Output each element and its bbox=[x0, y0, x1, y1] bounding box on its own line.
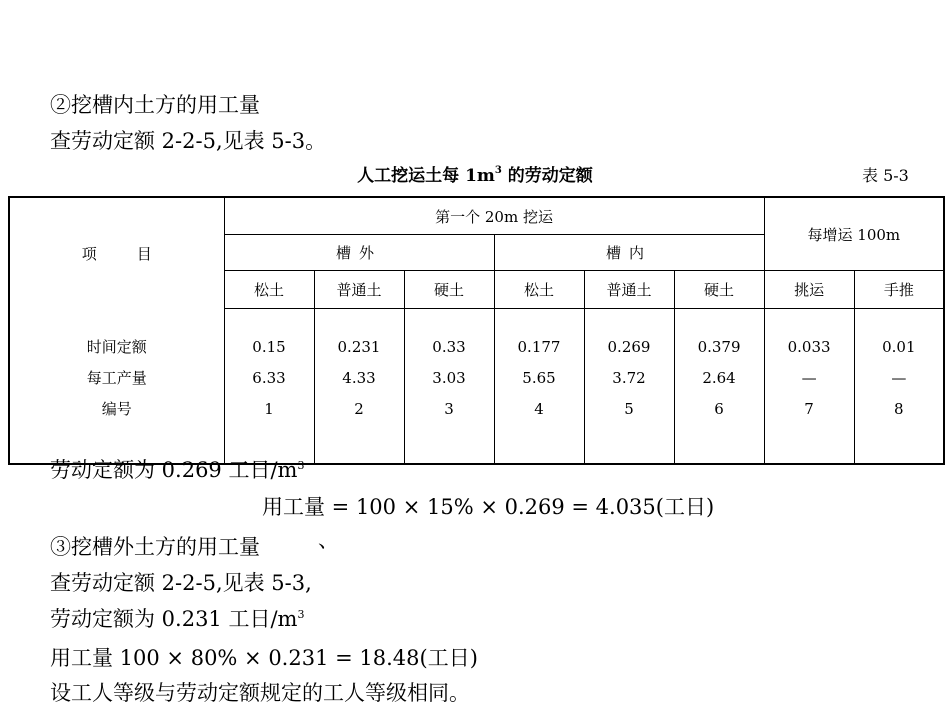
section-3-heading: ③挖槽外土方的用工量 bbox=[50, 535, 260, 559]
data-column bbox=[674, 309, 764, 465]
group-header-first-20m: 第一个 20m 挖运 bbox=[224, 197, 764, 235]
section-3-quota-superscript: 3 bbox=[297, 608, 305, 621]
time-quota-cell: 0.231 bbox=[337, 338, 381, 356]
section-2-heading: ②挖槽内土方的用工量 bbox=[50, 93, 260, 117]
section-3-usage: 用工量 100 × 80% × 0.231 = 18.48(工日) bbox=[50, 646, 478, 670]
row-label-output-per-day: 每工产量 bbox=[86, 368, 147, 387]
code-cell: 6 bbox=[714, 400, 724, 418]
output-cell: 3.72 bbox=[612, 369, 646, 387]
labor-quota-table bbox=[8, 196, 945, 465]
time-quota-cell: 0.15 bbox=[252, 338, 286, 356]
table-row bbox=[9, 309, 944, 465]
time-quota-cell: 0.177 bbox=[517, 338, 561, 356]
quota-result-line bbox=[50, 457, 304, 483]
code-cell: 5 bbox=[624, 400, 634, 418]
data-column bbox=[854, 309, 944, 465]
time-quota-cell: 0.379 bbox=[697, 338, 741, 356]
data-column bbox=[494, 309, 584, 465]
sub-header-inside: 槽内 bbox=[494, 235, 764, 271]
table-title-prefix: 人工挖运土每 1m bbox=[357, 166, 495, 186]
column-header: 普通土 bbox=[584, 271, 674, 309]
code-cell: 1 bbox=[264, 400, 274, 418]
column-header: 手推 bbox=[854, 271, 944, 309]
time-quota-cell: 0.033 bbox=[787, 338, 831, 356]
section-2-lookup: 查劳动定额 2-2-5,见表 5-3。 bbox=[50, 129, 327, 153]
item-header: 项目 bbox=[9, 197, 224, 309]
data-column bbox=[404, 309, 494, 465]
column-header: 松土 bbox=[224, 271, 314, 309]
time-quota-cell: 0.33 bbox=[432, 338, 466, 356]
data-column bbox=[764, 309, 854, 465]
column-header: 普通土 bbox=[314, 271, 404, 309]
section-3-quota-line bbox=[50, 606, 304, 632]
column-header: 挑运 bbox=[764, 271, 854, 309]
table-title-suffix: 的劳动定额 bbox=[501, 166, 593, 186]
column-header: 松土 bbox=[494, 271, 584, 309]
output-cell: — bbox=[891, 369, 907, 387]
column-header: 硬土 bbox=[404, 271, 494, 309]
output-cell: — bbox=[801, 369, 817, 387]
column-header: 硬土 bbox=[674, 271, 764, 309]
quota-result-superscript: 3 bbox=[297, 459, 305, 472]
code-cell: 2 bbox=[354, 400, 364, 418]
time-quota-cell: 0.01 bbox=[882, 338, 916, 356]
data-column bbox=[224, 309, 314, 465]
code-cell: 3 bbox=[444, 400, 454, 418]
stray-mark: 、 bbox=[318, 528, 339, 552]
output-cell: 2.64 bbox=[702, 369, 736, 387]
quota-result-text: 劳动定额为 0.269 工日/m bbox=[50, 458, 298, 482]
output-cell: 6.33 bbox=[252, 369, 286, 387]
code-cell: 8 bbox=[894, 400, 904, 418]
data-column bbox=[584, 309, 674, 465]
table-number: 表 5-3 bbox=[862, 166, 909, 185]
group-header-extra-100m: 每增运 100m bbox=[764, 197, 944, 271]
section-3-quota-text: 劳动定额为 0.231 工日/m bbox=[50, 607, 298, 631]
row-labels bbox=[9, 309, 224, 465]
section-3-lookup: 查劳动定额 2-2-5,见表 5-3, bbox=[50, 571, 312, 595]
sub-header-outside: 槽外 bbox=[224, 235, 494, 271]
row-label-time-quota: 时间定额 bbox=[86, 337, 147, 356]
output-cell: 5.65 bbox=[522, 369, 556, 387]
output-cell: 3.03 bbox=[432, 369, 466, 387]
usage-formula: 用工量 = 100 × 15% × 0.269 = 4.035(工日) bbox=[262, 495, 715, 519]
section-3-note: 设工人等级与劳动定额规定的工人等级相同。 bbox=[50, 681, 470, 705]
table-title-superscript: 3 bbox=[494, 165, 502, 176]
data-column bbox=[314, 309, 404, 465]
output-cell: 4.33 bbox=[342, 369, 376, 387]
code-cell: 7 bbox=[804, 400, 814, 418]
table-title bbox=[0, 165, 950, 187]
code-cell: 4 bbox=[534, 400, 544, 418]
time-quota-cell: 0.269 bbox=[607, 338, 651, 356]
row-label-code: 编号 bbox=[101, 399, 132, 418]
